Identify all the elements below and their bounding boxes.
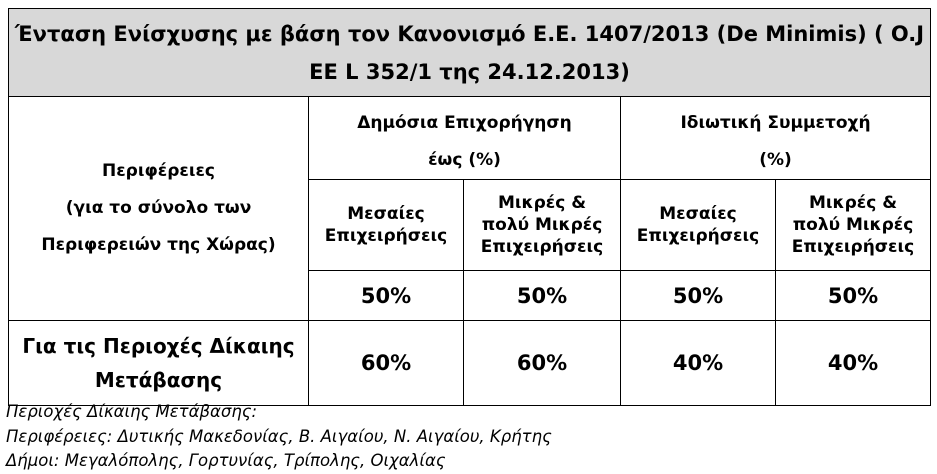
- public-grant-header: [309, 97, 621, 180]
- subcolumn-line: Επιχειρήσεις: [791, 237, 915, 257]
- region-column-header: [9, 97, 309, 321]
- table-title: Ένταση Ενίσχυσης με βάση τον Κανονισμό Ε.Ε. 1407/2013 (De Minimis) ( O.J EE L 352/1 της 24.12.2013): [9, 9, 931, 97]
- footnotes: [6, 400, 552, 474]
- public-grant-header-line2: έως (%): [428, 150, 501, 170]
- private-contribution-header-line2: (%): [759, 150, 792, 170]
- region-header-line1: Περιφέρειες: [101, 161, 216, 181]
- private-contribution-header: [621, 97, 931, 180]
- table-row: [9, 321, 931, 406]
- subcolumn-line: Μεσαίες: [659, 204, 737, 224]
- subcolumn-public-medium: [309, 180, 464, 271]
- region-header-line3: Περιφερειών της Χώρας): [41, 235, 276, 255]
- aid-intensity-table: [8, 8, 931, 406]
- value-cell: 60%: [464, 321, 621, 406]
- region-header-line2: (για το σύνολο των: [65, 198, 252, 218]
- region-cell: [9, 321, 309, 406]
- subcolumn-line: Μεσαίες: [347, 204, 425, 224]
- subcolumn-private-medium: [621, 180, 776, 271]
- subcolumn-line: πολύ Μικρές: [481, 215, 603, 235]
- value-cell: 40%: [621, 321, 776, 406]
- subcolumn-line: Επιχειρήσεις: [324, 226, 448, 246]
- private-contribution-header-line1: Ιδιωτική Συμμετοχή: [680, 113, 871, 133]
- subcolumn-line: Μικρές &: [497, 193, 587, 213]
- subcolumn-line: Μικρές &: [808, 193, 898, 213]
- subcolumn-line: Επιχειρήσεις: [636, 226, 760, 246]
- footnote-line: Περιοχές Δίκαιης Μετάβασης:: [6, 402, 258, 421]
- footnote-line: Δήμοι: Μεγαλόπολης, Γορτυνίας, Τρίπολης, Οιχαλίας: [6, 451, 446, 470]
- value-cell: 60%: [309, 321, 464, 406]
- value-cell: 50%: [464, 271, 621, 321]
- subcolumn-line: πολύ Μικρές: [792, 215, 914, 235]
- subcolumn-private-small: [776, 180, 931, 271]
- public-grant-header-line1: Δημόσια Επιχορήγηση: [357, 113, 572, 133]
- region-line: Μετάβασης: [94, 368, 223, 392]
- region-line: Για τις Περιοχές Δίκαιης: [22, 334, 295, 358]
- value-cell: 50%: [776, 271, 931, 321]
- subcolumn-public-small: [464, 180, 621, 271]
- value-cell: 50%: [621, 271, 776, 321]
- value-cell: 50%: [309, 271, 464, 321]
- subcolumn-line: Επιχειρήσεις: [480, 237, 604, 257]
- value-cell: 40%: [776, 321, 931, 406]
- footnote-line: Περιφέρειες: Δυτικής Μακεδονίας, Β. Αιγαίου, Ν. Αιγαίου, Κρήτης: [6, 426, 552, 446]
